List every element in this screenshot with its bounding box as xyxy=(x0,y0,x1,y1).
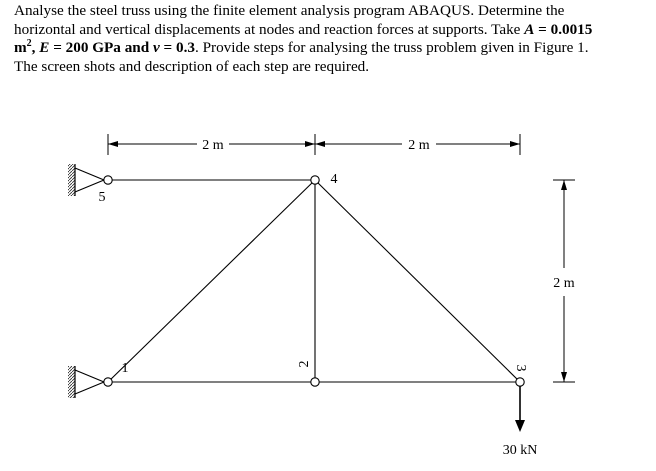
problem-line-1: Analyse the steel truss using the finite element analysis program ABAQUS. Determine the xyxy=(14,2,565,19)
problem-line-2: horizontal and vertical displacements at nodes and reaction forces at supports. Take xyxy=(14,20,525,38)
node-label-2: 2 xyxy=(297,360,312,368)
area-value: = 0.0015 xyxy=(534,20,593,38)
node-label-1: 1 xyxy=(121,361,129,376)
area-symbol: A xyxy=(524,20,535,38)
node-4 xyxy=(311,176,319,184)
top-dimension xyxy=(108,134,520,155)
load-label: 30 kN xyxy=(502,443,538,458)
area-unit: m xyxy=(14,39,27,56)
member-4-3 xyxy=(315,180,520,382)
modulus-value: = 200 GPa and xyxy=(49,39,153,56)
node-3 xyxy=(516,378,524,386)
problem-line-3-rest: . Provide steps for analysing the truss problem given in Figure 1. xyxy=(194,39,589,56)
poisson-symbol: v xyxy=(152,39,160,56)
node-label-5: 5 xyxy=(98,190,106,205)
area-unit-exponent: 2 xyxy=(26,37,32,49)
member-1-4 xyxy=(108,180,315,382)
poisson-value: = 0.3 xyxy=(159,39,195,56)
problem-line-4: The screen shots and description of each step are required. xyxy=(14,57,370,75)
truss-members xyxy=(108,180,520,382)
pin-support-node-1 xyxy=(68,366,104,398)
node-5 xyxy=(104,176,112,184)
dimension-right-label: 2 m xyxy=(408,138,430,153)
node-1 xyxy=(104,378,112,386)
node-label-3: 3 xyxy=(513,364,528,372)
load-arrow xyxy=(515,386,525,432)
truss-nodes xyxy=(104,176,524,386)
node-2 xyxy=(311,378,319,386)
node-label-4: 4 xyxy=(330,172,338,187)
modulus-symbol: E xyxy=(39,39,50,56)
dimension-height-label: 2 m xyxy=(553,276,575,291)
problem-statement: Analyse the steel truss using the finite element analysis program ABAQUS. Determine the horizontal and vertical displacements at nodes and reaction forces at supports. Take A = 0.0015 $m^2$, E = 200 GPa and v = 0.3. Provide steps for analysing the truss problem given in Figure 1. The screen shots and description of each step are required. xyxy=(14,2,593,75)
dimension-left-label: 2 m xyxy=(202,138,224,153)
